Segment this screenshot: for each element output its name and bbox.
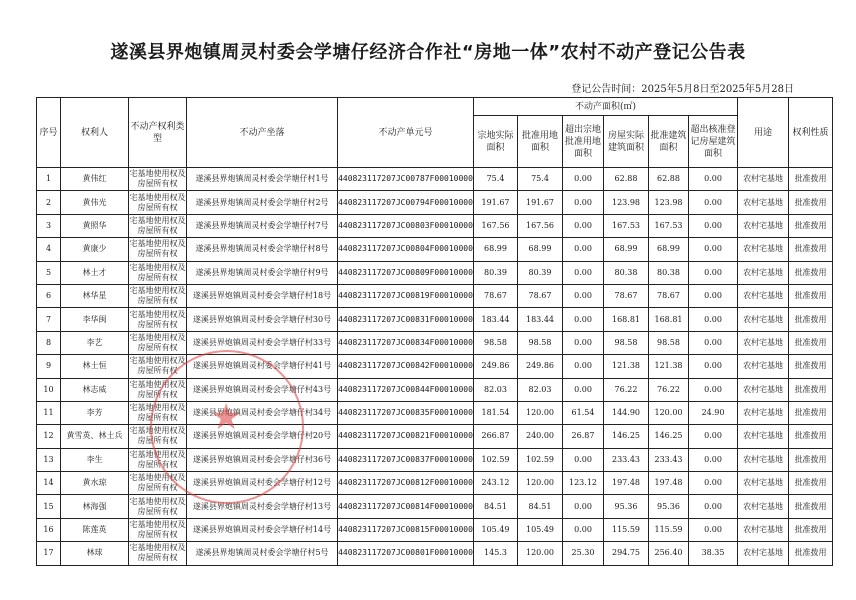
row-seq: 16 xyxy=(37,518,61,541)
row-approved-build: 68.99 xyxy=(649,238,689,261)
row-approved-land: 167.56 xyxy=(518,214,563,237)
row-use: 农村宅基地 xyxy=(738,472,789,495)
row-seq: 6 xyxy=(37,284,61,307)
row-owner: 李芳 xyxy=(61,401,129,424)
page-title: 遂溪县界炮镇周灵村委会学塘仔经济合作社“房地一体”农村不动产登记公告表 xyxy=(110,42,746,63)
row-owner: 陈莲英 xyxy=(61,518,129,541)
row-over-build: 0.00 xyxy=(689,168,738,191)
row-location: 遂溪县界炮镇周灵村委会学塘仔村7号 xyxy=(187,214,338,237)
row-owner: 黄雪英、林土兵 xyxy=(61,425,129,448)
row-over-land: 0.00 xyxy=(563,284,604,307)
row-approved-build: 115.59 xyxy=(649,518,689,541)
row-land-actual: 266.87 xyxy=(474,425,518,448)
row-house-actual: 144.90 xyxy=(604,401,649,424)
row-land-actual: 181.54 xyxy=(474,401,518,424)
row-approved-land: 249.86 xyxy=(518,355,563,378)
row-approved-build: 76.22 xyxy=(649,378,689,401)
row-location: 遂溪县界炮镇周灵村委会学塘仔村33号 xyxy=(187,331,338,354)
row-over-land: 0.00 xyxy=(563,261,604,284)
row-owner: 林土才 xyxy=(61,261,129,284)
row-land-actual: 84.51 xyxy=(474,495,518,518)
row-over-land: 61.54 xyxy=(563,401,604,424)
row-location: 遂溪县界炮镇周灵村委会学塘仔村36号 xyxy=(187,448,338,471)
row-location: 遂溪县界炮镇周灵村委会学塘仔村14号 xyxy=(187,518,338,541)
row-house-actual: 78.67 xyxy=(604,284,649,307)
row-approved-land: 120.00 xyxy=(518,401,563,424)
row-land-actual: 78.67 xyxy=(474,284,518,307)
row-right-type: 宅基地使用权及房屋所有权 xyxy=(129,472,187,495)
row-over-land: 0.00 xyxy=(563,331,604,354)
table-row xyxy=(37,355,833,378)
row-over-build: 24.90 xyxy=(689,401,738,424)
row-use: 农村宅基地 xyxy=(738,261,789,284)
table-row xyxy=(37,425,833,448)
header-approved-build: 批准建筑面积 xyxy=(649,116,689,168)
row-seq: 8 xyxy=(37,331,61,354)
row-nature: 批准拨用 xyxy=(789,261,833,284)
row-use: 农村宅基地 xyxy=(738,284,789,307)
row-house-actual: 121.38 xyxy=(604,355,649,378)
row-approved-land: 80.39 xyxy=(518,261,563,284)
row-approved-land: 102.59 xyxy=(518,448,563,471)
row-seq: 11 xyxy=(37,401,61,424)
row-over-build: 0.00 xyxy=(689,214,738,237)
row-over-land: 0.00 xyxy=(563,308,604,331)
row-unit-no: 440823117207JC00804F00010000 xyxy=(338,238,474,261)
row-approved-land: 120.00 xyxy=(518,542,563,565)
header-owner: 权利人 xyxy=(61,98,129,168)
row-approved-land: 191.67 xyxy=(518,191,563,214)
row-approved-build: 95.36 xyxy=(649,495,689,518)
row-location: 遂溪县界炮镇周灵村委会学塘仔村2号 xyxy=(187,191,338,214)
registration-table xyxy=(36,97,833,566)
row-nature: 批准拨用 xyxy=(789,472,833,495)
row-house-actual: 123.98 xyxy=(604,191,649,214)
row-use: 农村宅基地 xyxy=(738,495,789,518)
row-seq: 3 xyxy=(37,214,61,237)
row-over-build: 38.35 xyxy=(689,542,738,565)
row-location: 遂溪县界炮镇周灵村委会学塘仔村8号 xyxy=(187,238,338,261)
row-unit-no: 440823117207JC00803F00010000 xyxy=(338,214,474,237)
row-approved-build: 123.98 xyxy=(649,191,689,214)
row-approved-build: 98.58 xyxy=(649,331,689,354)
row-location: 遂溪县界炮镇周灵村委会学塘仔村12号 xyxy=(187,472,338,495)
row-location: 遂溪县界炮镇周灵村委会学塘仔村41号 xyxy=(187,355,338,378)
row-land-actual: 243.12 xyxy=(474,472,518,495)
row-location: 遂溪县界炮镇周灵村委会学塘仔村18号 xyxy=(187,284,338,307)
row-nature: 批准拨用 xyxy=(789,378,833,401)
table-row xyxy=(37,542,833,565)
row-nature: 批准拨用 xyxy=(789,238,833,261)
row-over-build: 0.00 xyxy=(689,495,738,518)
row-location: 遂溪县界炮镇周灵村委会学塘仔村13号 xyxy=(187,495,338,518)
row-approved-land: 120.00 xyxy=(518,472,563,495)
row-approved-land: 75.4 xyxy=(518,168,563,191)
row-unit-no: 440823117207JC00819F00010000 xyxy=(338,284,474,307)
row-approved-land: 183.44 xyxy=(518,308,563,331)
row-seq: 9 xyxy=(37,355,61,378)
table-row xyxy=(37,261,833,284)
table-row xyxy=(37,495,833,518)
row-over-land: 0.00 xyxy=(563,168,604,191)
row-house-actual: 294.75 xyxy=(604,542,649,565)
row-location: 遂溪县界炮镇周灵村委会学塘仔村1号 xyxy=(187,168,338,191)
row-nature: 批准拨用 xyxy=(789,448,833,471)
row-nature: 批准拨用 xyxy=(789,518,833,541)
row-right-type: 宅基地使用权及房屋所有权 xyxy=(129,308,187,331)
row-approved-build: 120.00 xyxy=(649,401,689,424)
row-over-build: 0.00 xyxy=(689,191,738,214)
row-unit-no: 440823117207JC00842F00010000 xyxy=(338,355,474,378)
row-use: 农村宅基地 xyxy=(738,542,789,565)
row-seq: 12 xyxy=(37,425,61,448)
row-unit-no: 440823117207JC00821F00010000 xyxy=(338,425,474,448)
row-over-build: 0.00 xyxy=(689,518,738,541)
row-unit-no: 440823117207JC00809F00010000 xyxy=(338,261,474,284)
header-nature: 权利性质 xyxy=(789,98,833,168)
row-unit-no: 440823117207JC00787F00010000 xyxy=(338,168,474,191)
row-over-land: 0.00 xyxy=(563,518,604,541)
row-location: 遂溪县界炮镇周灵村委会学塘仔村30号 xyxy=(187,308,338,331)
seal-star-icon: ★ xyxy=(210,397,243,438)
table-row xyxy=(37,168,833,191)
table-row xyxy=(37,284,833,307)
row-owner: 李生 xyxy=(61,448,129,471)
row-over-build: 0.00 xyxy=(689,331,738,354)
row-over-land: 26.87 xyxy=(563,425,604,448)
header-area-group: 不动产面积(㎡) xyxy=(474,98,738,116)
row-house-actual: 76.22 xyxy=(604,378,649,401)
row-approved-build: 146.25 xyxy=(649,425,689,448)
row-unit-no: 440823117207JC00834F00010000 xyxy=(338,331,474,354)
row-approved-land: 240.00 xyxy=(518,425,563,448)
row-over-land: 0.00 xyxy=(563,214,604,237)
row-location: 遂溪县界炮镇周灵村委会学塘仔村43号 xyxy=(187,378,338,401)
row-seq: 7 xyxy=(37,308,61,331)
row-right-type: 宅基地使用权及房屋所有权 xyxy=(129,378,187,401)
row-owner: 李华闽 xyxy=(61,308,129,331)
row-nature: 批准拨用 xyxy=(789,542,833,565)
row-land-actual: 145.3 xyxy=(474,542,518,565)
row-land-actual: 249.86 xyxy=(474,355,518,378)
row-approved-build: 197.48 xyxy=(649,472,689,495)
row-right-type: 宅基地使用权及房屋所有权 xyxy=(129,284,187,307)
row-right-type: 宅基地使用权及房屋所有权 xyxy=(129,191,187,214)
row-over-build: 0.00 xyxy=(689,238,738,261)
row-approved-land: 105.49 xyxy=(518,518,563,541)
row-approved-land: 98.58 xyxy=(518,331,563,354)
row-approved-build: 80.38 xyxy=(649,261,689,284)
row-over-build: 0.00 xyxy=(689,261,738,284)
row-right-type: 宅基地使用权及房屋所有权 xyxy=(129,238,187,261)
row-over-land: 0.00 xyxy=(563,448,604,471)
row-over-build: 0.00 xyxy=(689,355,738,378)
row-over-build: 0.00 xyxy=(689,472,738,495)
row-approved-build: 256.40 xyxy=(649,542,689,565)
row-unit-no: 440823117207JC00814F00010000 xyxy=(338,495,474,518)
row-use: 农村宅基地 xyxy=(738,308,789,331)
row-approved-land: 84.51 xyxy=(518,495,563,518)
row-use: 农村宅基地 xyxy=(738,168,789,191)
row-unit-no: 440823117207JC00844F00010000 xyxy=(338,378,474,401)
row-house-actual: 95.36 xyxy=(604,495,649,518)
row-over-land: 0.00 xyxy=(563,355,604,378)
row-unit-no: 440823117207JC00801F00010000 xyxy=(338,542,474,565)
row-land-actual: 102.59 xyxy=(474,448,518,471)
row-owner: 黄伟红 xyxy=(61,168,129,191)
row-seq: 1 xyxy=(37,168,61,191)
row-house-actual: 68.99 xyxy=(604,238,649,261)
row-owner: 林球 xyxy=(61,542,129,565)
table-row xyxy=(37,191,833,214)
row-approved-build: 62.88 xyxy=(649,168,689,191)
row-nature: 批准拨用 xyxy=(789,284,833,307)
row-land-actual: 68.99 xyxy=(474,238,518,261)
table-row xyxy=(37,448,833,471)
row-house-actual: 168.81 xyxy=(604,308,649,331)
table-row xyxy=(37,308,833,331)
row-right-type: 宅基地使用权及房屋所有权 xyxy=(129,331,187,354)
row-unit-no: 440823117207JC00812F00010000 xyxy=(338,472,474,495)
row-right-type: 宅基地使用权及房屋所有权 xyxy=(129,214,187,237)
row-house-actual: 98.58 xyxy=(604,331,649,354)
table-row xyxy=(37,378,833,401)
row-approved-land: 68.99 xyxy=(518,238,563,261)
header-use: 用途 xyxy=(738,98,789,168)
row-unit-no: 440823117207JC00831F00010000 xyxy=(338,308,474,331)
row-location: 遂溪县界炮镇周灵村委会学塘仔村9号 xyxy=(187,261,338,284)
row-location: 遂溪县界炮镇周灵村委会学塘仔村20号 xyxy=(187,425,338,448)
header-location: 不动产坐落 xyxy=(187,98,338,168)
row-over-land: 0.00 xyxy=(563,191,604,214)
row-land-actual: 167.56 xyxy=(474,214,518,237)
row-use: 农村宅基地 xyxy=(738,401,789,424)
row-location: 遂溪县界炮镇周灵村委会学塘仔村5号 xyxy=(187,542,338,565)
row-over-build: 0.00 xyxy=(689,448,738,471)
row-nature: 批准拨用 xyxy=(789,425,833,448)
header-seq: 序号 xyxy=(37,98,61,168)
table-row xyxy=(37,401,833,424)
row-house-actual: 80.38 xyxy=(604,261,649,284)
row-seq: 13 xyxy=(37,448,61,471)
row-nature: 批准拨用 xyxy=(789,214,833,237)
row-over-build: 0.00 xyxy=(689,425,738,448)
row-use: 农村宅基地 xyxy=(738,331,789,354)
row-owner: 林志威 xyxy=(61,378,129,401)
row-approved-build: 168.81 xyxy=(649,308,689,331)
row-seq: 5 xyxy=(37,261,61,284)
row-right-type: 宅基地使用权及房屋所有权 xyxy=(129,355,187,378)
row-over-build: 0.00 xyxy=(689,284,738,307)
row-right-type: 宅基地使用权及房屋所有权 xyxy=(129,518,187,541)
row-house-actual: 62.88 xyxy=(604,168,649,191)
header-over-build: 超出核准登记房屋建筑面积 xyxy=(689,116,738,168)
row-use: 农村宅基地 xyxy=(738,238,789,261)
row-owner: 黄水琼 xyxy=(61,472,129,495)
row-owner: 黄康少 xyxy=(61,238,129,261)
row-nature: 批准拨用 xyxy=(789,331,833,354)
row-over-land: 123.12 xyxy=(563,472,604,495)
row-nature: 批准拨用 xyxy=(789,191,833,214)
row-over-build: 0.00 xyxy=(689,308,738,331)
row-right-type: 宅基地使用权及房屋所有权 xyxy=(129,542,187,565)
row-nature: 批准拨用 xyxy=(789,355,833,378)
row-approved-land: 82.03 xyxy=(518,378,563,401)
row-approved-land: 78.67 xyxy=(518,284,563,307)
row-house-actual: 115.59 xyxy=(604,518,649,541)
header-over-land: 超出宗地批准用地面积 xyxy=(563,116,604,168)
row-right-type: 宅基地使用权及房屋所有权 xyxy=(129,261,187,284)
row-approved-build: 167.53 xyxy=(649,214,689,237)
row-seq: 10 xyxy=(37,378,61,401)
announcement-period: 登记公告时间：2025年5月8日至2025年5月28日 xyxy=(571,84,794,95)
row-location: 遂溪县界炮镇周灵村委会学塘仔村34号 xyxy=(187,401,338,424)
row-land-actual: 98.58 xyxy=(474,331,518,354)
row-unit-no: 440823117207JC00815F00010000 xyxy=(338,518,474,541)
row-seq: 17 xyxy=(37,542,61,565)
row-owner: 林土恒 xyxy=(61,355,129,378)
row-house-actual: 167.53 xyxy=(604,214,649,237)
header-unit-no: 不动产单元号 xyxy=(338,98,474,168)
row-owner: 黄照华 xyxy=(61,214,129,237)
row-over-land: 0.00 xyxy=(563,238,604,261)
table-row xyxy=(37,518,833,541)
row-over-land: 0.00 xyxy=(563,378,604,401)
header-land-actual: 宗地实际面积 xyxy=(474,116,518,168)
row-right-type: 宅基地使用权及房屋所有权 xyxy=(129,425,187,448)
header-approved-land: 批准用地面积 xyxy=(518,116,563,168)
row-nature: 批准拨用 xyxy=(789,308,833,331)
table-row xyxy=(37,214,833,237)
row-use: 农村宅基地 xyxy=(738,378,789,401)
row-over-land: 25.30 xyxy=(563,542,604,565)
table-row xyxy=(37,238,833,261)
row-use: 农村宅基地 xyxy=(738,518,789,541)
header-right-type: 不动产权利类型 xyxy=(129,98,187,168)
row-use: 农村宅基地 xyxy=(738,355,789,378)
row-nature: 批准拨用 xyxy=(789,495,833,518)
table-row xyxy=(37,472,833,495)
row-seq: 14 xyxy=(37,472,61,495)
row-seq: 4 xyxy=(37,238,61,261)
row-seq: 15 xyxy=(37,495,61,518)
row-land-actual: 75.4 xyxy=(474,168,518,191)
row-land-actual: 191.67 xyxy=(474,191,518,214)
row-right-type: 宅基地使用权及房屋所有权 xyxy=(129,401,187,424)
row-owner: 李艺 xyxy=(61,331,129,354)
row-land-actual: 80.39 xyxy=(474,261,518,284)
row-use: 农村宅基地 xyxy=(738,425,789,448)
row-right-type: 宅基地使用权及房屋所有权 xyxy=(129,168,187,191)
row-land-actual: 105.49 xyxy=(474,518,518,541)
header-house-actual: 房屋实际建筑面积 xyxy=(604,116,649,168)
table-row xyxy=(37,331,833,354)
row-house-actual: 233.43 xyxy=(604,448,649,471)
row-nature: 批准拨用 xyxy=(789,401,833,424)
row-unit-no: 440823117207JC00794F00010000 xyxy=(338,191,474,214)
row-right-type: 宅基地使用权及房屋所有权 xyxy=(129,448,187,471)
row-approved-build: 233.43 xyxy=(649,448,689,471)
row-nature: 批准拨用 xyxy=(789,168,833,191)
row-approved-build: 121.38 xyxy=(649,355,689,378)
row-right-type: 宅基地使用权及房屋所有权 xyxy=(129,495,187,518)
row-over-land: 0.00 xyxy=(563,495,604,518)
row-use: 农村宅基地 xyxy=(738,448,789,471)
row-seq: 2 xyxy=(37,191,61,214)
row-approved-build: 78.67 xyxy=(649,284,689,307)
row-use: 农村宅基地 xyxy=(738,214,789,237)
row-owner: 林华星 xyxy=(61,284,129,307)
row-owner: 黄伟光 xyxy=(61,191,129,214)
row-unit-no: 440823117207JC00837F00010000 xyxy=(338,448,474,471)
row-house-actual: 146.25 xyxy=(604,425,649,448)
row-over-build: 0.00 xyxy=(689,378,738,401)
row-owner: 林海强 xyxy=(61,495,129,518)
row-land-actual: 183.44 xyxy=(474,308,518,331)
row-land-actual: 82.03 xyxy=(474,378,518,401)
row-use: 农村宅基地 xyxy=(738,191,789,214)
row-unit-no: 440823117207JC00835F00010000 xyxy=(338,401,474,424)
row-house-actual: 197.48 xyxy=(604,472,649,495)
